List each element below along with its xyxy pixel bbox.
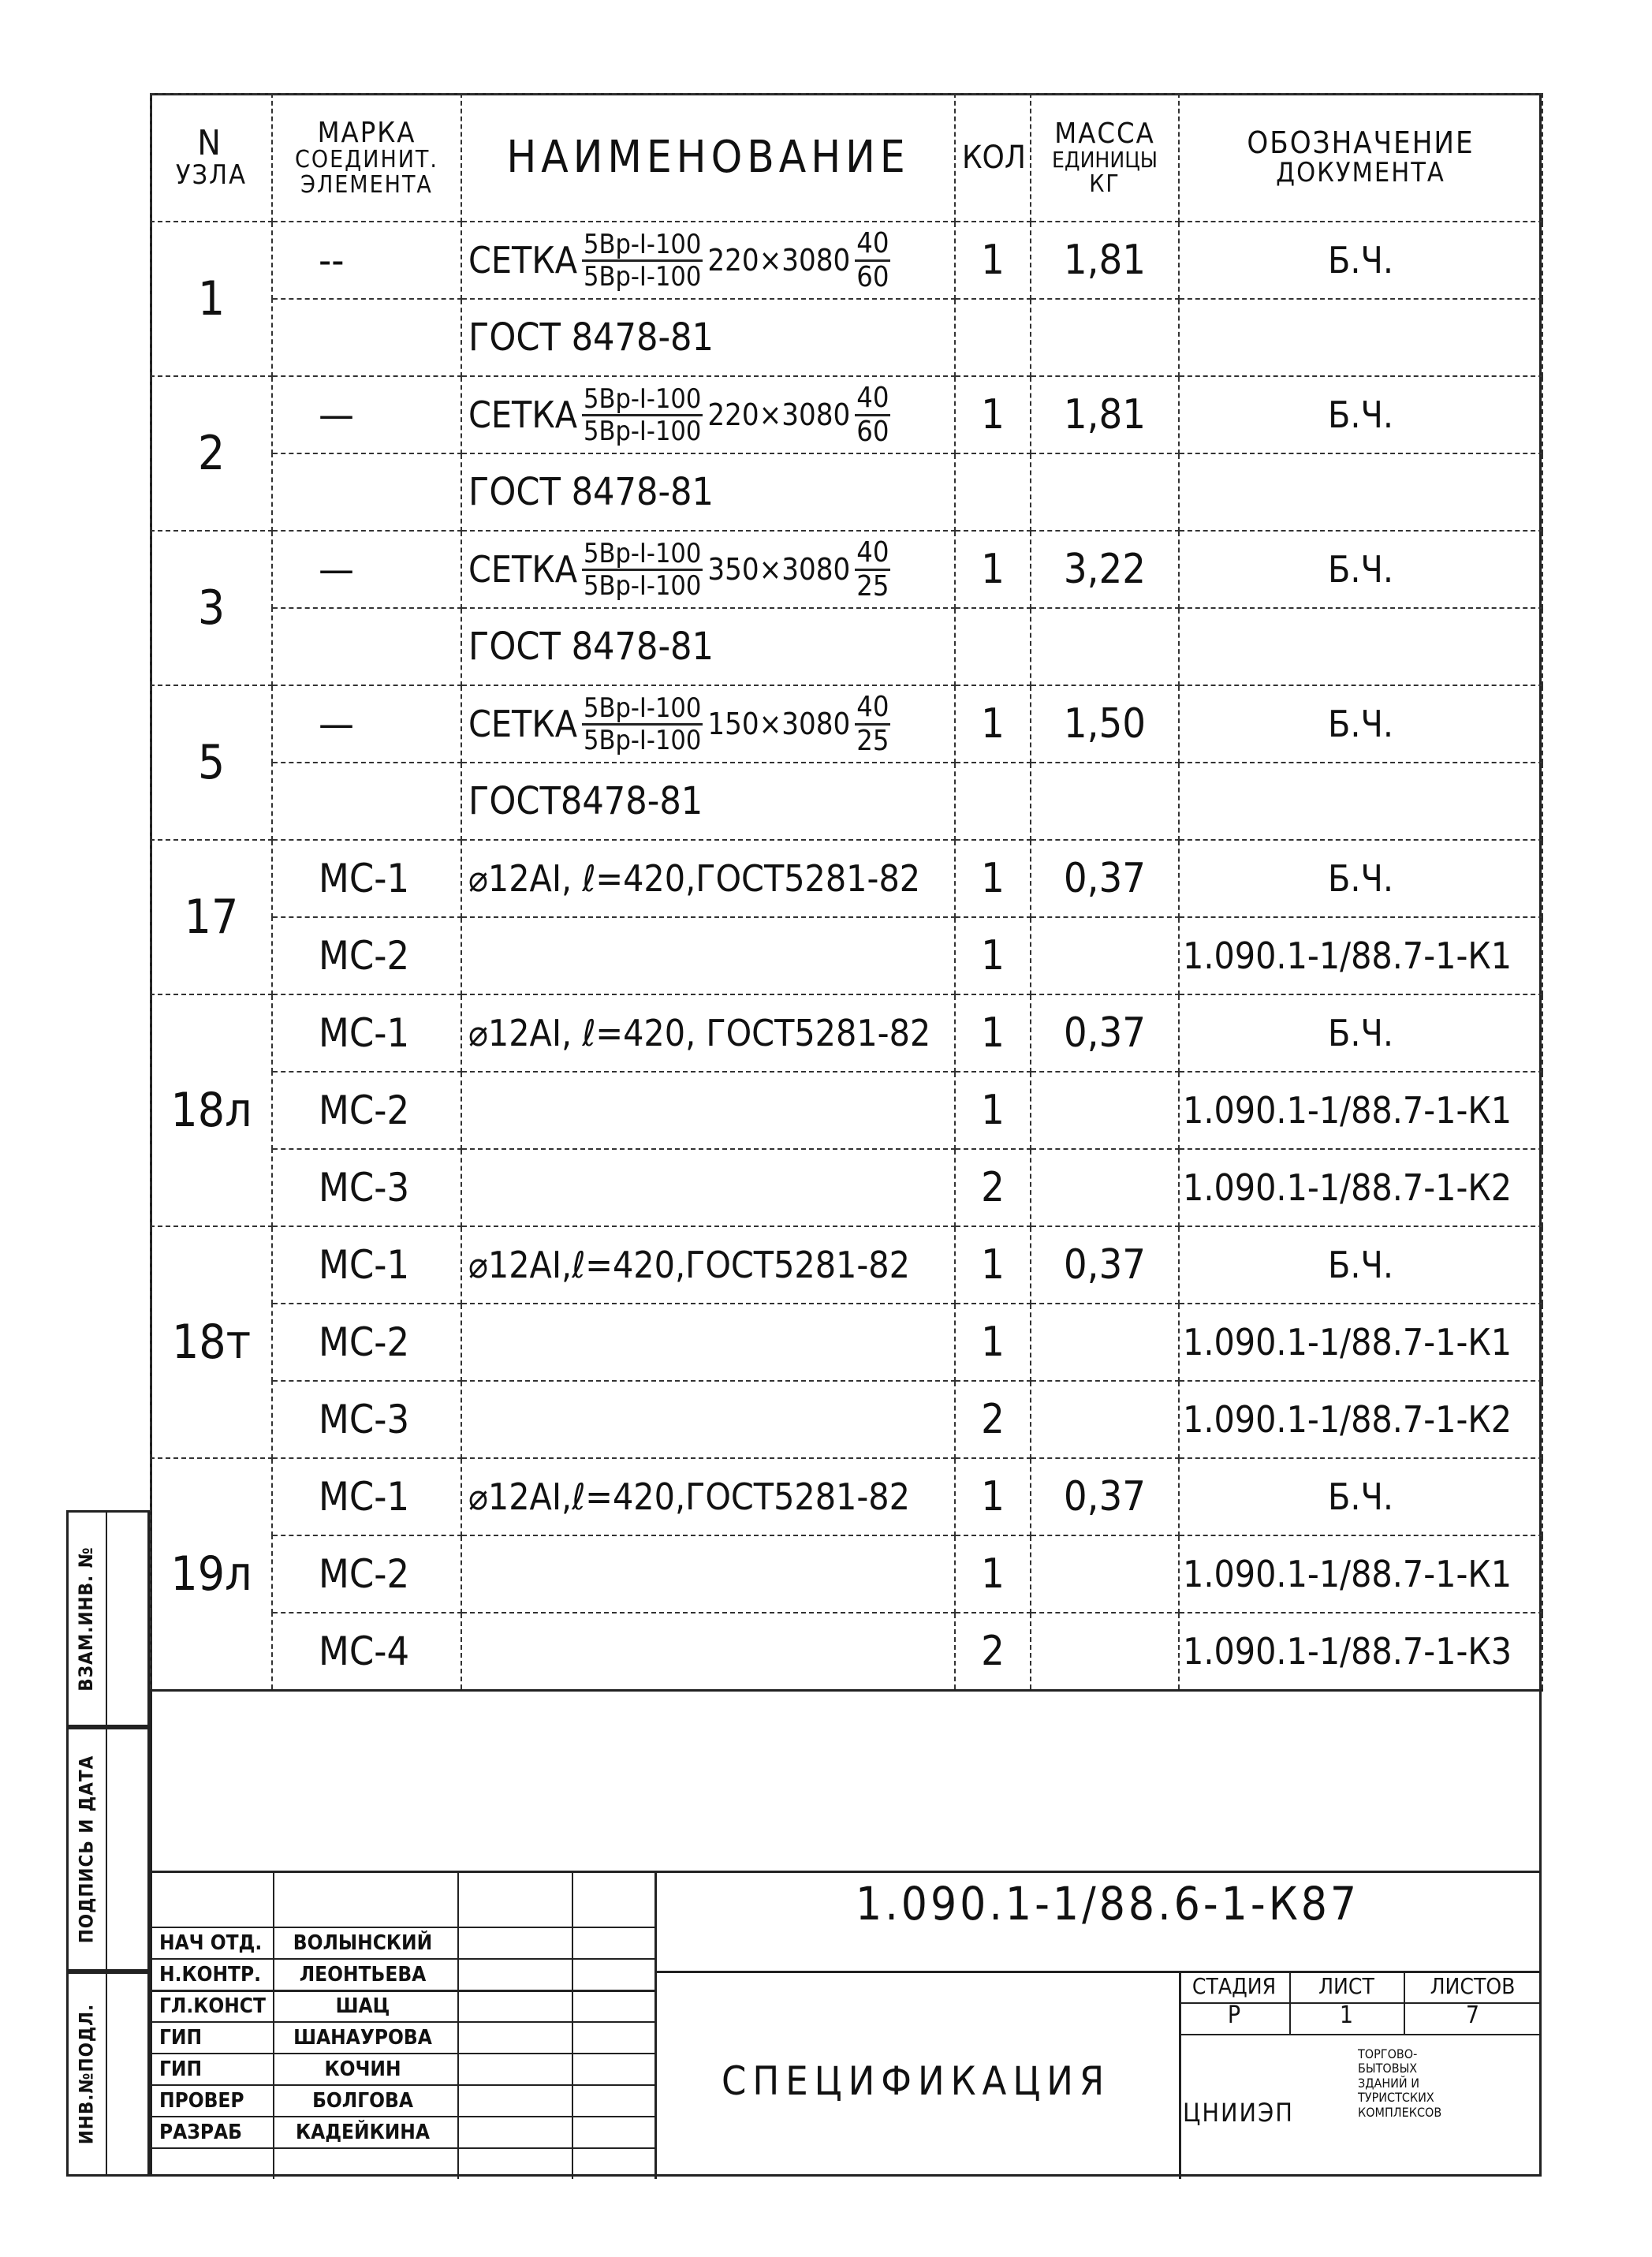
mark-cell: — xyxy=(272,685,461,763)
signature-row xyxy=(150,2116,654,2149)
node-number-cell: 3 xyxy=(151,531,272,685)
mark-cell: МС-4 xyxy=(272,1613,461,1691)
mesh-overhang-fraction xyxy=(855,381,890,448)
col-header-name: НАИМЕНОВАНИЕ xyxy=(461,94,955,222)
col-header-qty: КОЛ xyxy=(955,94,1031,222)
mark-cell: МС-1 xyxy=(272,1458,461,1535)
side-label-inv-orig: ИНВ.№ПОДЛ. xyxy=(75,2003,97,2145)
document-number: 1.090.1-1/88.6-1-К87 xyxy=(856,1877,1360,1931)
mass-cell: 0,37 xyxy=(1031,1226,1179,1304)
table-header-row xyxy=(151,94,1542,222)
col-header-mark: МАРКА СОЕДИНИТ. ЭЛЕМЕНТА xyxy=(272,94,461,222)
qty-cell xyxy=(955,608,1031,685)
qty-cell: 1 xyxy=(955,840,1031,917)
mark-cell xyxy=(272,299,461,376)
document-cell: 1.090.1-1/88.7-1-К1 xyxy=(1179,1535,1542,1613)
document-cell xyxy=(1179,763,1542,840)
table-row xyxy=(151,222,1542,299)
mesh-wire-fraction xyxy=(582,692,703,756)
person-name: ЛЕОНТЬЕВА xyxy=(299,1963,427,1987)
qty-cell: 1 xyxy=(955,531,1031,608)
signature-row xyxy=(150,1990,654,2023)
mark-cell: — xyxy=(272,531,461,608)
qty-cell: 2 xyxy=(955,1149,1031,1226)
mesh-description xyxy=(468,381,948,448)
name-cell: ГОСТ 8478-81 xyxy=(461,453,955,531)
qty-cell xyxy=(955,299,1031,376)
mass-cell: 1,50 xyxy=(1031,685,1179,763)
qty-cell: 1 xyxy=(955,222,1031,299)
mass-cell xyxy=(1031,608,1179,685)
fraction-denominator: 5Вр-I-100 xyxy=(584,260,702,293)
mesh-wire-fraction xyxy=(582,382,703,447)
fraction-numerator: 5Вр-I-100 xyxy=(584,537,702,569)
fraction-numerator: 5Вр-I-100 xyxy=(584,382,702,415)
mass-cell: 0,37 xyxy=(1031,994,1179,1072)
mesh-prefix: СЕТКА xyxy=(468,548,577,591)
fraction-denominator: 5Вр-I-100 xyxy=(584,569,702,602)
node-number-cell: 18л xyxy=(151,994,272,1226)
qty-cell xyxy=(955,453,1031,531)
document-cell: 1.090.1-1/88.7-1-К1 xyxy=(1179,1304,1542,1381)
table-row xyxy=(151,453,1542,531)
table-row xyxy=(151,994,1542,1072)
role-label: Н.КОНТР. xyxy=(159,1963,262,1987)
document-cell xyxy=(1179,453,1542,531)
specification-table xyxy=(150,93,1543,1928)
fraction-numerator: 5Вр-I-100 xyxy=(584,228,702,260)
table-row xyxy=(151,763,1542,840)
qty-cell: 1 xyxy=(955,685,1031,763)
qty-cell: 1 xyxy=(955,1535,1031,1613)
mesh-description xyxy=(468,690,948,757)
name-cell xyxy=(461,1535,955,1613)
fraction-denominator: 25 xyxy=(856,724,889,757)
sheets-label: ЛИСТОВ xyxy=(1430,1973,1516,1999)
person-name: ВОЛЫНСКИЙ xyxy=(293,1931,433,1955)
mark-cell: МС-2 xyxy=(272,1304,461,1381)
mass-cell xyxy=(1031,299,1179,376)
side-label-signature-date: ПОДПИСЬ И ДАТА xyxy=(75,1755,98,1944)
document-cell: Б.Ч. xyxy=(1179,376,1542,453)
stage-label: СТАДИЯ xyxy=(1191,1973,1277,1999)
fraction-numerator: 40 xyxy=(855,384,890,416)
tb-divider-sig xyxy=(572,1873,573,2179)
qty-cell: 2 xyxy=(955,1613,1031,1691)
name-cell xyxy=(461,1304,955,1381)
person-name: ШАЦ xyxy=(335,1994,390,2018)
role-label: РАЗРАБ xyxy=(159,2121,242,2144)
table-row xyxy=(151,1072,1542,1149)
mark-cell: МС-2 xyxy=(272,1535,461,1613)
person-name: КАДЕЙКИНА xyxy=(296,2121,430,2144)
sheet-value: 1 xyxy=(1339,2001,1354,2029)
name-cell xyxy=(461,1613,955,1691)
name-cell: ГОСТ 8478-81 xyxy=(461,299,955,376)
mark-cell: МС-1 xyxy=(272,840,461,917)
tb-divider-name xyxy=(457,1873,459,2179)
fraction-numerator: 40 xyxy=(855,229,890,262)
document-cell: 1.090.1-1/88.7-1-К2 xyxy=(1179,1381,1542,1458)
mark-cell: МС-2 xyxy=(272,917,461,994)
mass-cell: 0,37 xyxy=(1031,1458,1179,1535)
table-row xyxy=(151,1149,1542,1226)
document-cell xyxy=(1179,608,1542,685)
document-cell: Б.Ч. xyxy=(1179,1226,1542,1304)
table-row xyxy=(151,917,1542,994)
person-name: КОЧИН xyxy=(324,2057,401,2081)
col-header-doc: ОБОЗНАЧЕНИЕ ДОКУМЕНТА xyxy=(1179,94,1542,222)
person-name: ШАНАУРОВА xyxy=(293,2026,432,2050)
document-cell: 1.090.1-1/88.7-1-К1 xyxy=(1179,1072,1542,1149)
mass-cell: 0,37 xyxy=(1031,840,1179,917)
mark-cell: МС-3 xyxy=(272,1381,461,1458)
qty-cell: 1 xyxy=(955,994,1031,1072)
sheets-value: 7 xyxy=(1465,2001,1480,2029)
mesh-prefix: СЕТКА xyxy=(468,394,577,436)
mesh-prefix: СЕТКА xyxy=(468,239,577,282)
table-row xyxy=(151,608,1542,685)
sheet-label: ЛИСТ xyxy=(1318,1973,1374,1999)
name-cell xyxy=(461,222,955,299)
tb-divider-main xyxy=(654,1873,657,2179)
mass-cell: 3,22 xyxy=(1031,531,1179,608)
name-cell xyxy=(461,376,955,453)
table-row xyxy=(151,1304,1542,1381)
document-cell: 1.090.1-1/88.7-1-К3 xyxy=(1179,1613,1542,1691)
fraction-numerator: 40 xyxy=(855,539,890,571)
document-cell: Б.Ч. xyxy=(1179,994,1542,1072)
mark-cell: МС-3 xyxy=(272,1149,461,1226)
organization-description: ТОРГОВО- БЫТОВЫХ ЗДАНИЙ И ТУРИСТСКИХ КОМПЛЕКСОВ xyxy=(1358,2046,1442,2120)
qty-cell: 1 xyxy=(955,1458,1031,1535)
fraction-denominator: 5Вр-I-100 xyxy=(584,415,702,447)
signature-row xyxy=(150,1958,654,1991)
mass-cell: 1,81 xyxy=(1031,222,1179,299)
specification-body xyxy=(151,222,1542,1928)
table-row xyxy=(151,531,1542,608)
mark-cell xyxy=(272,763,461,840)
document-title: СПЕЦИФИКАЦИЯ xyxy=(722,2058,1111,2104)
document-cell: Б.Ч. xyxy=(1179,222,1542,299)
mark-cell: — xyxy=(272,376,461,453)
mass-cell: 1,81 xyxy=(1031,376,1179,453)
name-cell: ⌀12АI, ℓ=420, ГОСТ5281-82 xyxy=(461,994,955,1072)
signature-row xyxy=(150,2053,654,2086)
qty-cell: 1 xyxy=(955,917,1031,994)
document-cell: Б.Ч. xyxy=(1179,685,1542,763)
qty-cell: 1 xyxy=(955,1304,1031,1381)
mesh-description xyxy=(468,226,948,293)
name-cell: ⌀12АI, ℓ=420,ГОСТ5281-82 xyxy=(461,840,955,917)
signature-row xyxy=(150,1927,654,1960)
mass-cell xyxy=(1031,1381,1179,1458)
mesh-wire-fraction xyxy=(582,228,703,293)
qty-cell xyxy=(955,763,1031,840)
tb-divider-stage-v xyxy=(1179,2034,1542,2035)
signature-grid-top xyxy=(150,1927,654,1928)
tb-divider-role xyxy=(273,1873,274,2179)
role-label: ГИП xyxy=(159,2026,203,2050)
signature-grid-divider xyxy=(150,1990,654,1992)
role-label: ПРОВЕР xyxy=(159,2089,244,2113)
node-number-cell: 19л xyxy=(151,1458,272,1691)
mark-cell xyxy=(272,453,461,531)
qty-cell: 1 xyxy=(955,1226,1031,1304)
mark-cell: -- xyxy=(272,222,461,299)
role-label: НАЧ ОТД. xyxy=(159,1931,263,1955)
fraction-numerator: 5Вр-I-100 xyxy=(584,692,702,724)
mark-cell xyxy=(272,608,461,685)
table-row xyxy=(151,1226,1542,1304)
node-number-cell: 18т xyxy=(151,1226,272,1458)
mesh-dimensions: 350×3080 xyxy=(707,552,851,587)
name-cell xyxy=(461,685,955,763)
qty-cell: 1 xyxy=(955,376,1031,453)
fraction-denominator: 60 xyxy=(856,260,889,293)
node-number-cell: 17 xyxy=(151,840,272,994)
document-cell: Б.Ч. xyxy=(1179,531,1542,608)
mass-cell xyxy=(1031,1072,1179,1149)
mass-cell xyxy=(1031,1613,1179,1691)
fraction-denominator: 25 xyxy=(856,569,889,602)
name-cell xyxy=(461,1381,955,1458)
table-row xyxy=(151,299,1542,376)
mass-cell xyxy=(1031,763,1179,840)
qty-cell: 2 xyxy=(955,1381,1031,1458)
side-divider xyxy=(106,1510,107,2177)
table-row xyxy=(151,1613,1542,1691)
mesh-description xyxy=(468,535,948,602)
fraction-denominator: 5Вр-I-100 xyxy=(584,724,702,756)
name-cell: ⌀12АI,ℓ=420,ГОСТ5281-82 xyxy=(461,1226,955,1304)
role-label: ГИП xyxy=(159,2057,203,2081)
table-row xyxy=(151,1535,1542,1613)
document-cell: Б.Ч. xyxy=(1179,1458,1542,1535)
document-cell xyxy=(1179,299,1542,376)
name-cell: ГОСТ8478-81 xyxy=(461,763,955,840)
mesh-dimensions: 220×3080 xyxy=(707,397,851,432)
signature-row xyxy=(150,2021,654,2054)
mesh-overhang-fraction xyxy=(855,226,890,293)
name-cell xyxy=(461,1072,955,1149)
fraction-denominator: 60 xyxy=(856,415,889,448)
mass-cell xyxy=(1031,1149,1179,1226)
mesh-wire-fraction xyxy=(582,537,703,602)
name-cell xyxy=(461,917,955,994)
document-cell: 1.090.1-1/88.7-1-К1 xyxy=(1179,917,1542,994)
name-cell: ⌀12АI,ℓ=420,ГОСТ5281-82 xyxy=(461,1458,955,1535)
table-row xyxy=(151,376,1542,453)
node-number-cell: 5 xyxy=(151,685,272,840)
name-cell xyxy=(461,1149,955,1226)
side-label-inv-replace: ВЗАМ.ИНВ. № xyxy=(75,1546,97,1692)
person-name: БОЛГОВА xyxy=(312,2089,413,2113)
name-cell xyxy=(461,531,955,608)
fraction-numerator: 40 xyxy=(855,693,890,726)
signature-row xyxy=(150,2084,654,2117)
col-header-mass: МАССА ЕДИНИЦЫ КГ xyxy=(1031,94,1179,222)
mass-cell xyxy=(1031,1304,1179,1381)
node-number-cell: 2 xyxy=(151,376,272,531)
name-cell: ГОСТ 8478-81 xyxy=(461,608,955,685)
mesh-overhang-fraction xyxy=(855,690,890,757)
document-cell: Б.Ч. xyxy=(1179,840,1542,917)
mark-cell: МС-1 xyxy=(272,1226,461,1304)
mesh-prefix: СЕТКА xyxy=(468,703,577,745)
table-row xyxy=(151,685,1542,763)
mesh-overhang-fraction xyxy=(855,535,890,602)
mesh-dimensions: 150×3080 xyxy=(707,707,851,741)
stage-value: Р xyxy=(1227,2001,1241,2029)
role-label: ГЛ.КОНСТ xyxy=(159,1994,266,2018)
mark-cell: МС-1 xyxy=(272,994,461,1072)
mark-cell: МС-2 xyxy=(272,1072,461,1149)
table-row xyxy=(151,1458,1542,1535)
document-cell: 1.090.1-1/88.7-1-К2 xyxy=(1179,1149,1542,1226)
organization-name: ЦНИИЭП xyxy=(1183,2098,1294,2128)
mass-cell xyxy=(1031,1535,1179,1613)
mass-cell xyxy=(1031,453,1179,531)
mesh-dimensions: 220×3080 xyxy=(707,243,851,278)
node-number-cell: 1 xyxy=(151,222,272,376)
col-header-node: N УЗЛА xyxy=(151,94,272,222)
mass-cell xyxy=(1031,917,1179,994)
table-row xyxy=(151,840,1542,917)
qty-cell: 1 xyxy=(955,1072,1031,1149)
table-row xyxy=(151,1381,1542,1458)
